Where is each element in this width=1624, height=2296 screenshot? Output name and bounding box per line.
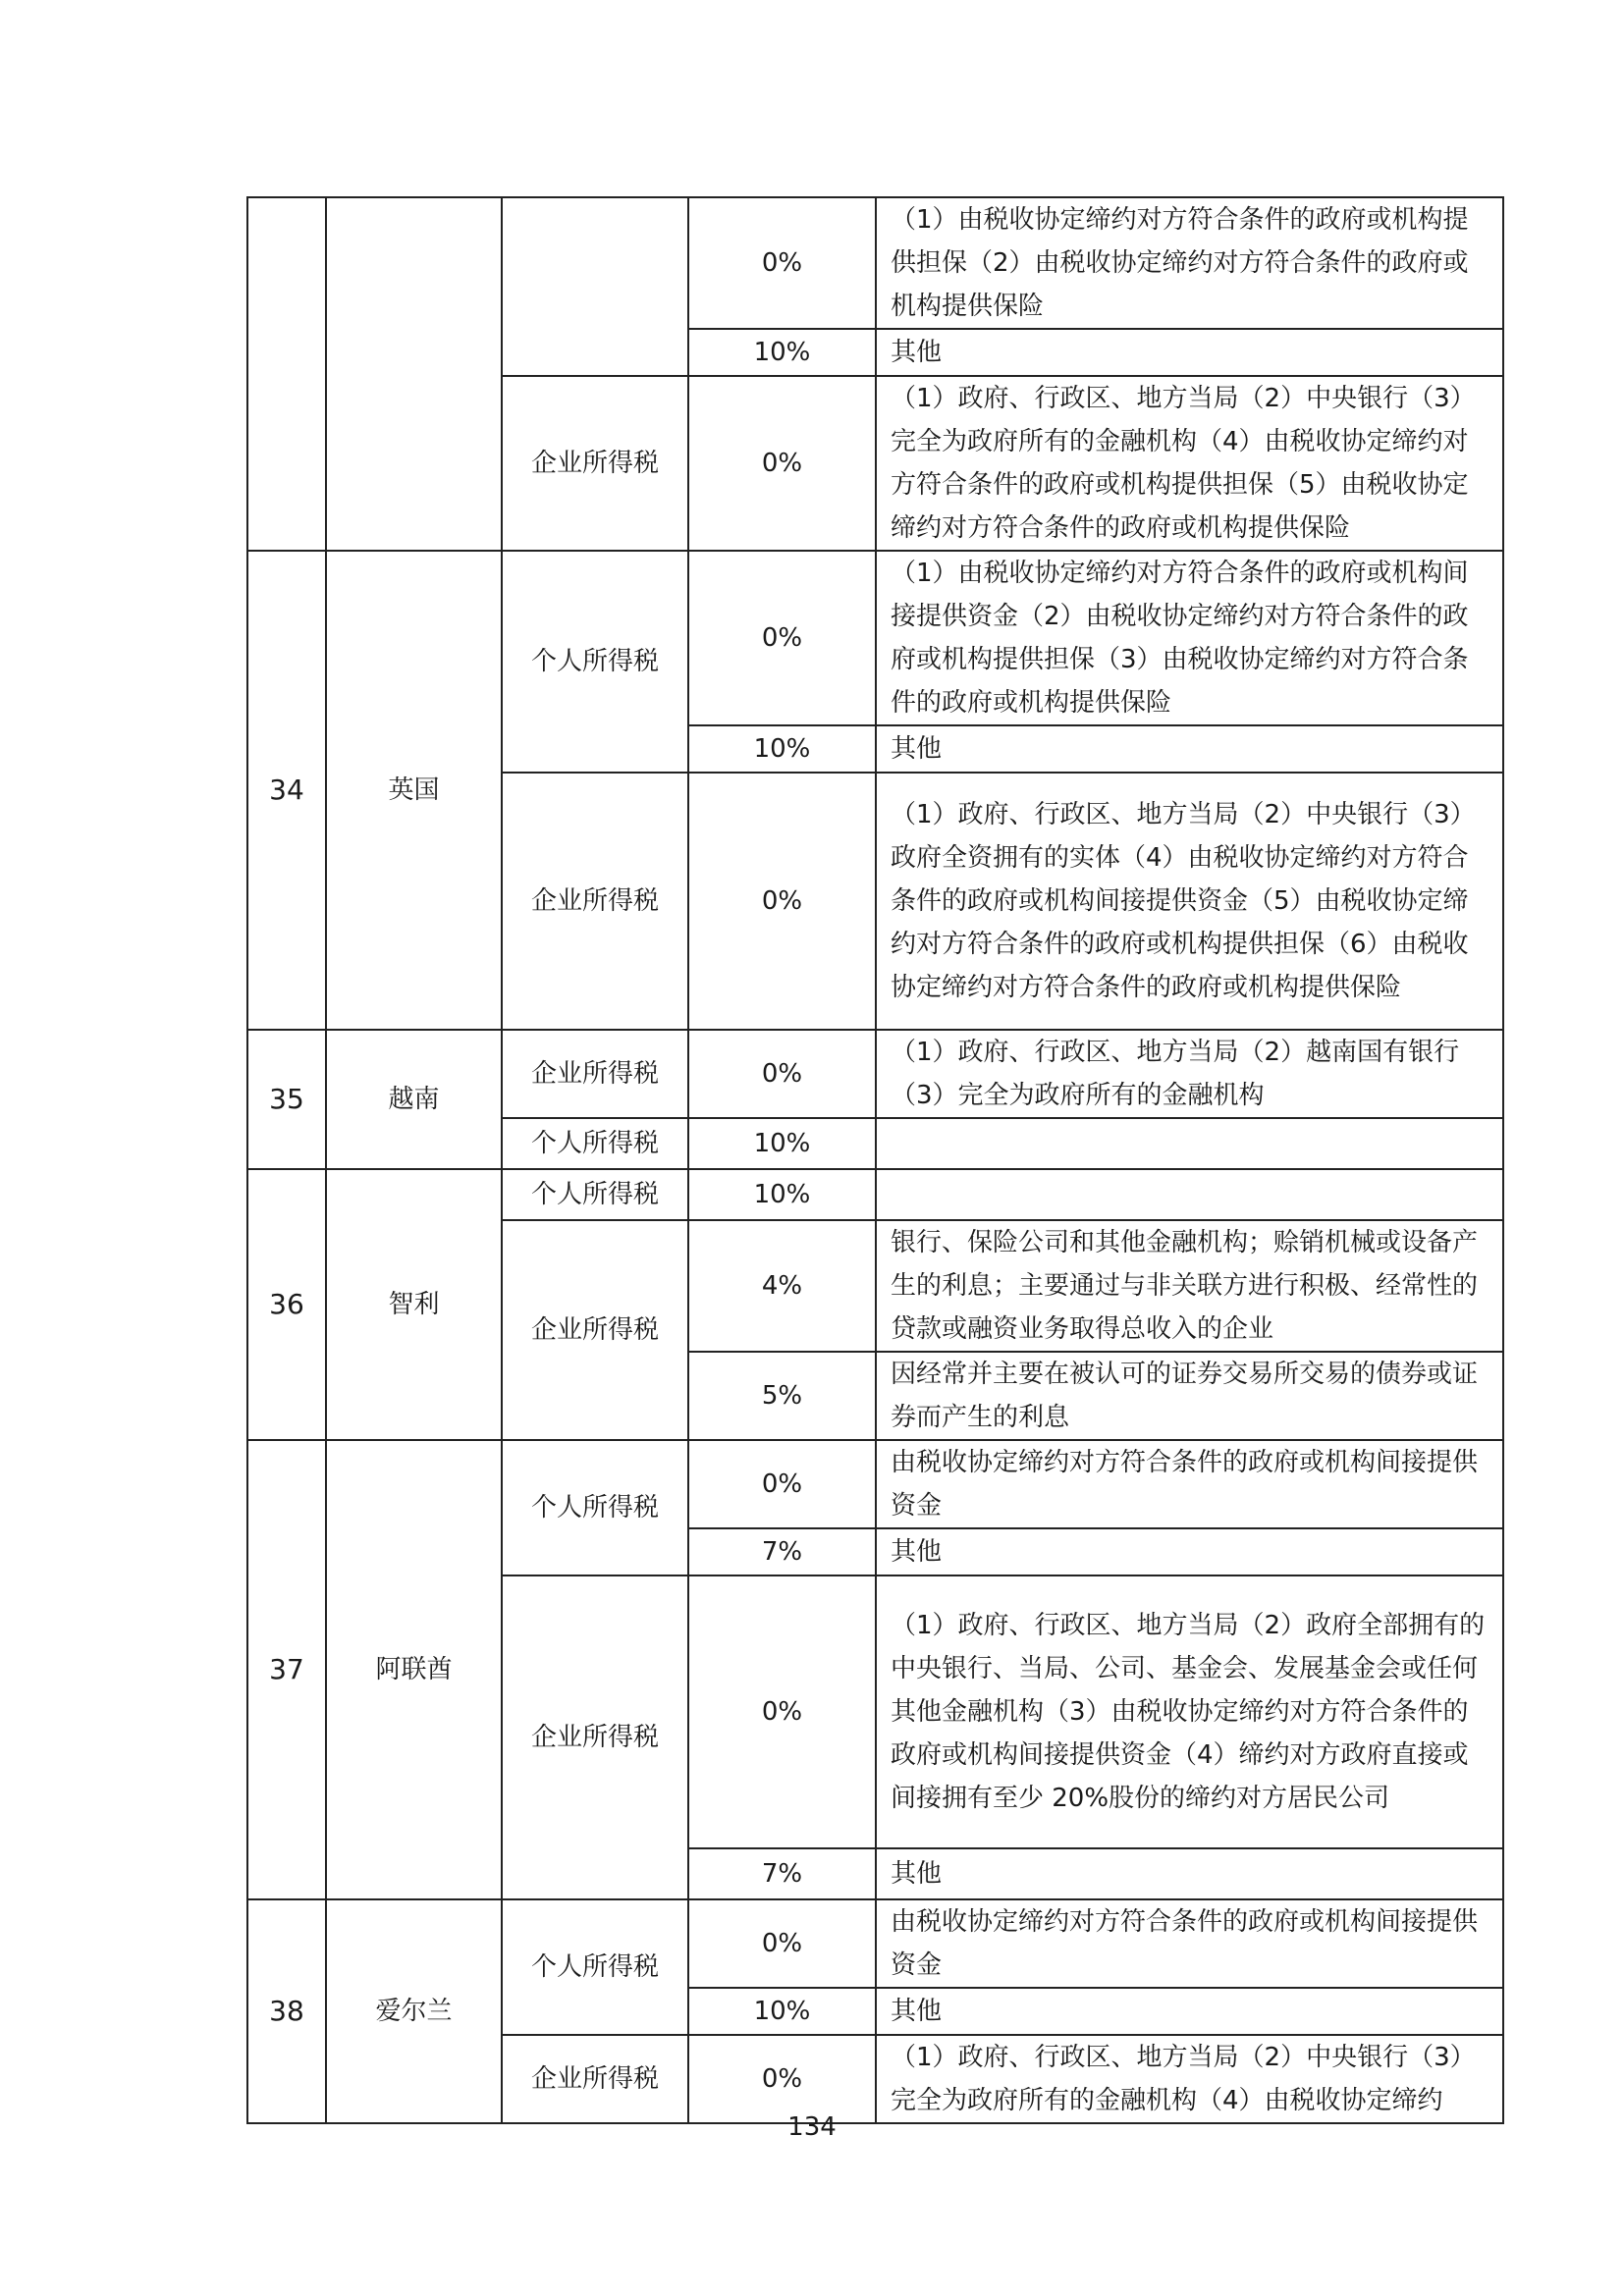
tax-rate: 0% [688, 1899, 876, 1988]
tax-rate: 10% [688, 1169, 876, 1220]
tax-type: 个人所得税 [502, 1899, 688, 2035]
tax-treaty-table [246, 196, 1504, 2124]
country-name: 英国 [326, 551, 502, 1030]
tax-rate: 10% [688, 1988, 876, 2035]
tax-type: 个人所得税 [502, 1169, 688, 1220]
tax-type: 企业所得税 [502, 2035, 688, 2123]
condition-description: 其他 [876, 725, 1503, 773]
condition-description: 因经常并主要在被认可的证券交易所交易的债券或证券而产生的利息 [876, 1352, 1503, 1440]
row-number [247, 197, 326, 551]
condition-description: （1）由税收协定缔约对方符合条件的政府或机构提供担保（2）由税收协定缔约对方符合条件的政府或机构提供保险 [876, 197, 1503, 329]
row-number: 37 [247, 1440, 326, 1899]
condition-description: 其他 [876, 1848, 1503, 1899]
condition-description: 由税收协定缔约对方符合条件的政府或机构间接提供资金 [876, 1899, 1503, 1988]
table-row [247, 1899, 1503, 1988]
tax-type [502, 197, 688, 376]
condition-description: （1）政府、行政区、地方当局（2）中央银行（3）政府全资拥有的实体（4）由税收协定缔约对方符合条件的政府或机构间接提供资金（5）由税收协定缔约对方符合条件的政府或机构提供担保（6）由税收协定缔约对方符合条件的政府或机构提供保险 [876, 773, 1503, 1030]
tax-rate: 4% [688, 1220, 876, 1352]
tax-rate: 0% [688, 1575, 876, 1848]
condition-description: （1）政府、行政区、地方当局（2）中央银行（3）完全为政府所有的金融机构（4）由税收协定缔约 [876, 2035, 1503, 2123]
country-name: 阿联酋 [326, 1440, 502, 1899]
tax-rate: 10% [688, 725, 876, 773]
tax-rate: 0% [688, 1440, 876, 1528]
tax-type: 个人所得税 [502, 1118, 688, 1169]
row-number: 36 [247, 1169, 326, 1440]
condition-description [876, 1118, 1503, 1169]
tax-rate: 0% [688, 376, 876, 551]
condition-description: （1）政府、行政区、地方当局（2）政府全部拥有的中央银行、当局、公司、基金会、发展基金会或任何其他金融机构（3）由税收协定缔约对方符合条件的政府或机构间接提供资金（4）缔约对方政府直接或间接拥有至少 20%股份的缔约对方居民公司 [876, 1575, 1503, 1848]
tax-rate: 10% [688, 1118, 876, 1169]
table-row [247, 551, 1503, 725]
table-row [247, 1440, 1503, 1528]
tax-type: 个人所得税 [502, 551, 688, 773]
condition-description: （1）政府、行政区、地方当局（2）中央银行（3）完全为政府所有的金融机构（4）由税收协定缔约对方符合条件的政府或机构提供担保（5）由税收协定缔约对方符合条件的政府或机构提供保险 [876, 376, 1503, 551]
tax-type: 企业所得税 [502, 1030, 688, 1118]
row-number: 38 [247, 1899, 326, 2123]
condition-description: 银行、保险公司和其他金融机构；赊销机械或设备产生的利息；主要通过与非关联方进行积极、经常性的贷款或融资业务取得总收入的企业 [876, 1220, 1503, 1352]
tax-rate: 10% [688, 329, 876, 376]
tax-rate: 0% [688, 197, 876, 329]
condition-description: 其他 [876, 1988, 1503, 2035]
tax-type: 企业所得税 [502, 1220, 688, 1440]
tax-rate: 7% [688, 1528, 876, 1575]
tax-type: 个人所得税 [502, 1440, 688, 1575]
country-name: 越南 [326, 1030, 502, 1169]
condition-description: 由税收协定缔约对方符合条件的政府或机构间接提供资金 [876, 1440, 1503, 1528]
table-row [247, 197, 1503, 329]
tax-type: 企业所得税 [502, 773, 688, 1030]
table-row [247, 1030, 1503, 1118]
country-name [326, 197, 502, 551]
row-number: 34 [247, 551, 326, 1030]
tax-rate: 0% [688, 551, 876, 725]
tax-rate: 0% [688, 773, 876, 1030]
tax-type: 企业所得税 [502, 1575, 688, 1899]
tax-rate: 0% [688, 2035, 876, 2123]
tax-rate: 0% [688, 1030, 876, 1118]
table-row [247, 1169, 1503, 1220]
condition-description: 其他 [876, 1528, 1503, 1575]
page-number: 134 [787, 2112, 837, 2142]
condition-description: 其他 [876, 329, 1503, 376]
tax-type: 企业所得税 [502, 376, 688, 551]
country-name: 智利 [326, 1169, 502, 1440]
row-number: 35 [247, 1030, 326, 1169]
condition-description [876, 1169, 1503, 1220]
tax-rate: 5% [688, 1352, 876, 1440]
condition-description: （1）由税收协定缔约对方符合条件的政府或机构间接提供资金（2）由税收协定缔约对方符合条件的政府或机构提供担保（3）由税收协定缔约对方符合条件的政府或机构提供保险 [876, 551, 1503, 725]
condition-description: （1）政府、行政区、地方当局（2）越南国有银行（3）完全为政府所有的金融机构 [876, 1030, 1503, 1118]
tax-rate: 7% [688, 1848, 876, 1899]
country-name: 爱尔兰 [326, 1899, 502, 2123]
